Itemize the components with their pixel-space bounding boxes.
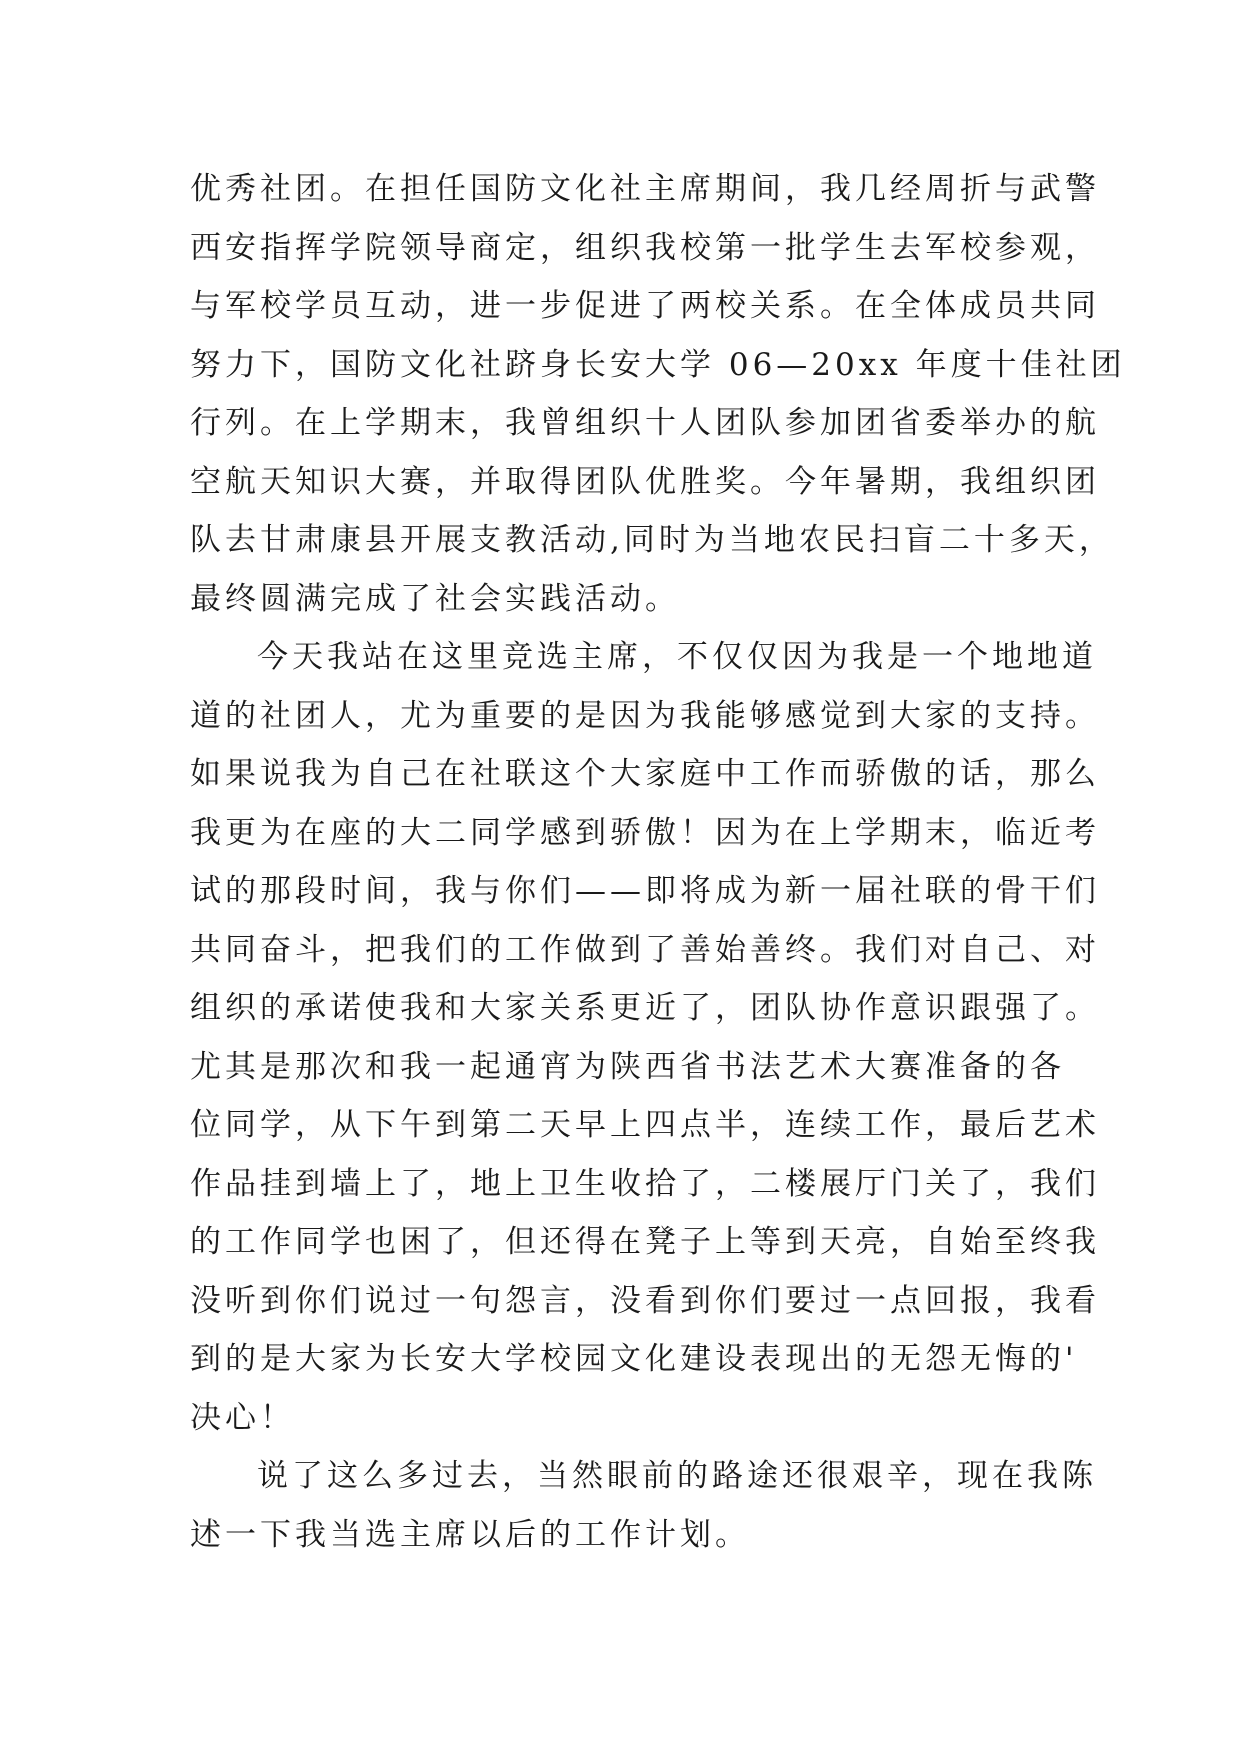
- text-line: 的工作同学也困了，但还得在凳子上等到天亮，自始至终我: [190, 1224, 1100, 1260]
- paragraph-3: [190, 1447, 1097, 1564]
- text-line: 道的社团人，尤为重要的是因为我能够感觉到大家的支持。: [190, 697, 1100, 734]
- paragraph-2: [190, 628, 1100, 1447]
- text-line: 尤其是那次和我一起通宵为陕西省书法艺术大赛准备的各: [190, 1048, 1065, 1085]
- text-line: 位同学，从下午到第二天早上四点半，连续工作，最后艺术: [190, 1107, 1100, 1143]
- text-line: 空航天知识大赛，并取得团队优胜奖。今年暑期，我组织团: [190, 463, 1100, 500]
- text-line: 最终圆满完成了社会实践活动。: [190, 580, 680, 617]
- text-line: 如果说我为自己在社联这个大家庭中工作而骄傲的话，那么: [190, 756, 1100, 792]
- text-line: 西安指挥学院领导商定，组织我校第一批学生去军校参观，: [190, 229, 1100, 266]
- text-line: 努力下，国防文化社跻身长安大学 06—20xx 年度十佳社团: [190, 346, 1126, 383]
- text-line: 试的那段时间，我与你们——即将成为新一届社联的骨干们: [190, 873, 1100, 909]
- text-line: 说了这么多过去，当然眼前的路途还很艰辛，现在我陈: [257, 1458, 1097, 1494]
- text-line: 行列。在上学期末，我曾组织十人团队参加团省委举办的航: [190, 405, 1100, 441]
- text-line: 队去甘肃康县开展支教活动,同时为当地农民扫盲二十多天，: [190, 522, 1114, 558]
- text-line: 优秀社团。在担任国防文化社主席期间，我几经周折与武警: [190, 171, 1100, 207]
- text-line: 述一下我当选主席以后的工作计划。: [190, 1516, 750, 1553]
- document-body: [190, 160, 1126, 1564]
- text-line: 没听到你们说过一句怨言，没看到你们要过一点回报，我看: [190, 1282, 1100, 1319]
- text-line: 到的是大家为长安大学校园文化建设表现出的无怨无悔的': [190, 1341, 1078, 1377]
- text-line: 决心！: [190, 1399, 295, 1436]
- text-line: 与军校学员互动，进一步促进了两校关系。在全体成员共同: [190, 288, 1100, 324]
- text-line: 我更为在座的大二同学感到骄傲！因为在上学期末，临近考: [190, 814, 1100, 851]
- paragraph-1: [190, 160, 1126, 628]
- text-line: 组织的承诺使我和大家关系更近了，团队协作意识跟强了。: [190, 990, 1100, 1026]
- text-line: 作品挂到墙上了，地上卫生收拾了，二楼展厅门关了，我们: [190, 1165, 1100, 1202]
- text-line: 今天我站在这里竞选主席，不仅仅因为我是一个地地道: [257, 639, 1097, 675]
- text-line: 共同奋斗，把我们的工作做到了善始善终。我们对自己、对: [190, 931, 1100, 968]
